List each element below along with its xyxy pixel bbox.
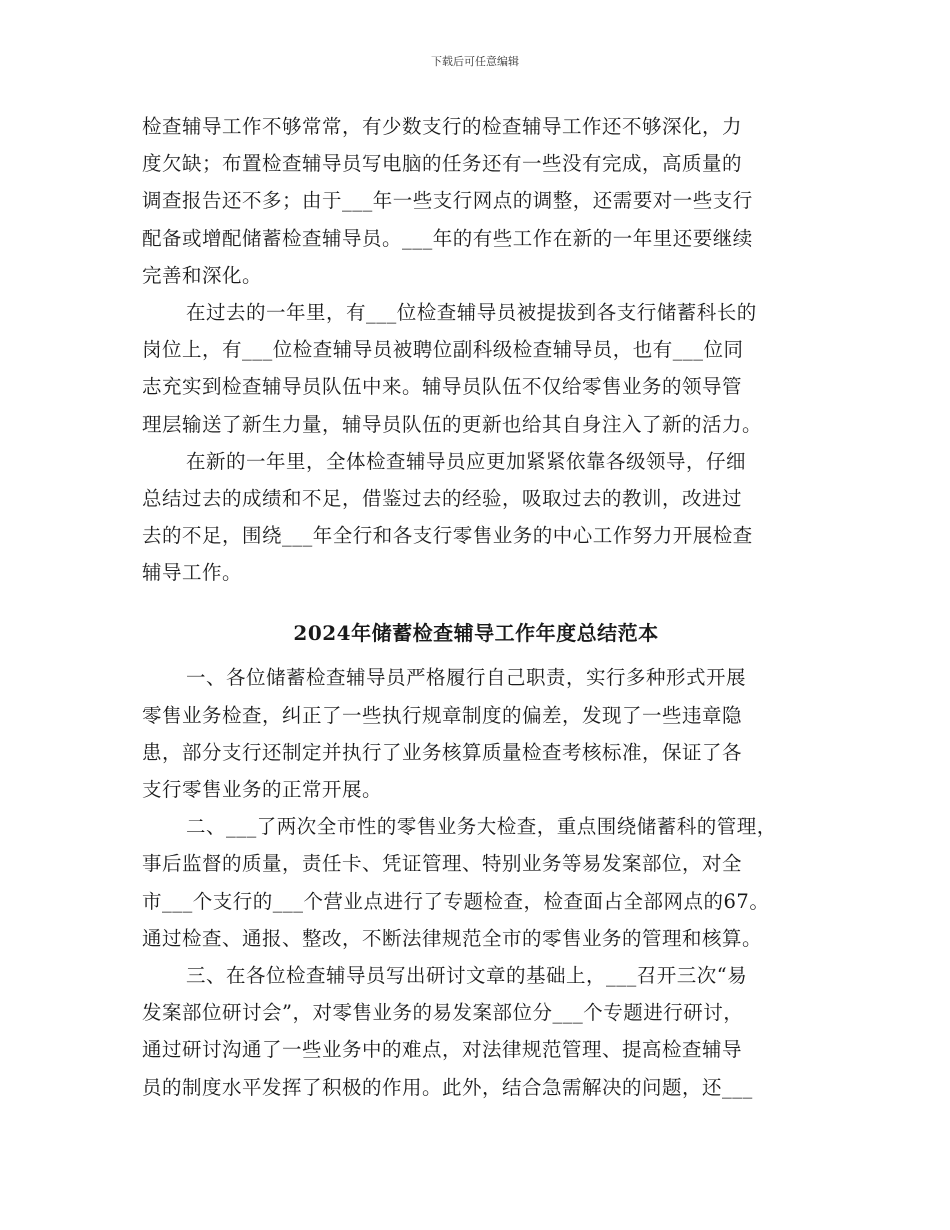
text-line: 一、各位储蓄检查辅导员严格履行自己职责，实行多种形式开展 [186,666,747,690]
text-line: 发案部位研讨会”，对零售业务的易发案部位分___个专题进行研讨， [142,1001,744,1025]
paragraph [142,659,810,808]
text-line: 辅导工作。 [142,561,243,585]
text-line: 通过检查、通报、整改，不断法律规范全市的零售业务的管理和核算。 [142,926,763,950]
text-line: 度欠缺；布置检查辅导员写电脑的任务还有一些没有完成，高质量的 [142,152,743,176]
text-line: 志充实到检查辅导员队伍中来。辅导员队伍不仅给零售业务的领导管 [142,375,743,399]
text-line: 患，部分支行还制定并执行了业务核算质量检查考核标准，保证了各 [142,740,743,764]
text-line: 岗位上，有___位检查辅导员被聘位副科级检查辅导员，也有___位同 [142,338,744,362]
text-line: 配备或增配储蓄检查辅导员。___年的有些工作在新的一年里还要继续 [142,226,753,250]
text-line: 通过研讨沟通了一些业务中的难点，对法律规范管理、提高检查辅导 [142,1038,743,1062]
paragraph [142,443,810,592]
paragraph [142,808,810,957]
paragraph [142,957,810,1106]
text-line: 二、___了两次全市性的零售业务大检查，重点围绕储蓄科的管理， [186,815,777,839]
document-body [142,108,810,1106]
text-line: 三、在各位检查辅导员写出研讨文章的基础上，___召开三次“易 [186,963,748,987]
page-header: 下载后可任意编辑 [431,55,519,68]
paragraph [142,294,810,443]
text-line: 去的不足，围绕___年全行和各支行零售业务的中心工作努力开展检查 [142,524,753,548]
text-line: 零售业务检查，纠正了一些执行规章制度的偏差，发现了一些违章隐 [142,703,743,727]
text-line: 市___个支行的___个营业点进行了专题检查，检查面占全部网点的67。 [142,889,770,913]
text-line: 理层输送了新生力量，辅导员队伍的更新也给其自身注入了新的活力。 [142,412,763,436]
paragraph [142,108,810,294]
text-line: 总结过去的成绩和不足，借鉴过去的经验，吸取过去的教训，改进过 [142,486,743,510]
text-line: 调查报告还不多；由于___年一些支行网点的调整，还需要对一些支行 [142,189,753,213]
text-line: 员的制度水平发挥了积极的作用。此外，结合急需解决的问题，还___ [142,1075,753,1099]
text-line: 完善和深化。 [142,263,263,287]
section-title: 2024年储蓄检查辅导工作年度总结范本 [293,621,659,646]
text-line: 在过去的一年里，有___位检查辅导员被提拔到各支行储蓄科长的 [186,300,757,324]
text-line: 在新的一年里，全体检查辅导员应更加紧紧依靠各级领导，仔细 [186,449,747,473]
text-line: 检查辅导工作不够常常，有少数支行的检查辅导工作还不够深化，力 [142,115,743,138]
text-line: 支行零售业务的正常开展。 [142,778,383,801]
text-line: 事后监督的质量，责任卡、凭证管理、特别业务等易发案部位，对全 [142,852,743,876]
